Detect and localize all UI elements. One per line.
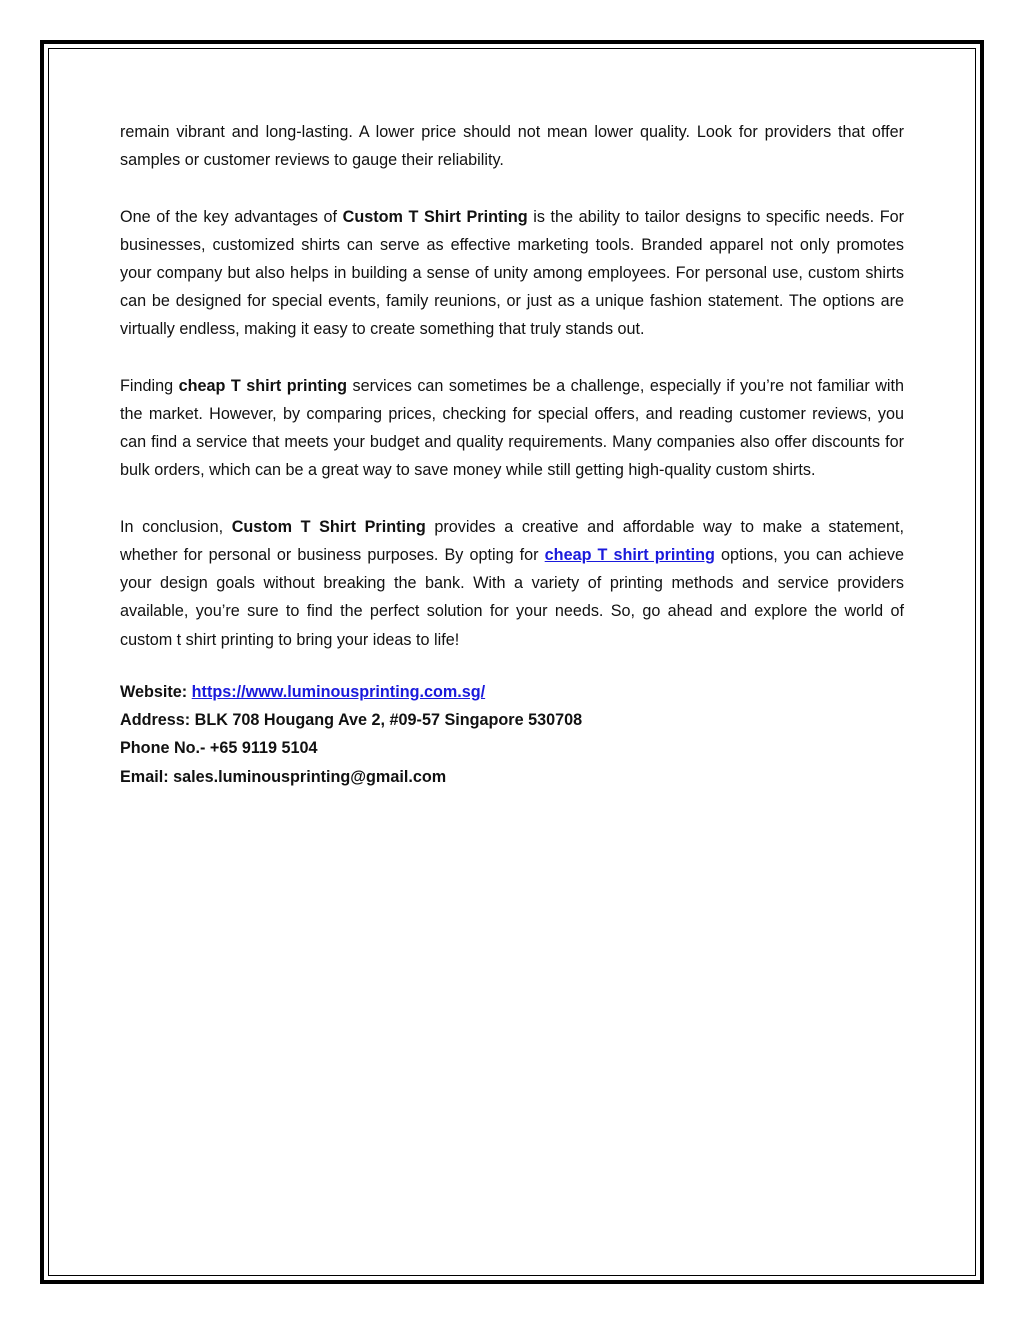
website-label: Website: (120, 683, 192, 701)
paragraph-conclusion (120, 513, 904, 654)
bold-keyword: cheap T shirt printing (178, 376, 347, 395)
paragraph-finding (120, 372, 904, 485)
website-link[interactable]: https://www.luminousprinting.com.sg/ (191, 683, 486, 701)
paragraph-text: One of the key advantages of (120, 207, 343, 226)
phone-line: Phone No.- +65 9119 5104 (120, 739, 318, 758)
address-line: Address: BLK 708 Hougang Ave 2, #09-57 Singapore 530708 (120, 711, 583, 730)
paragraph-text: provides a creative and affordable way to make a statement, whether for personal or business purposes. By opting for (120, 517, 905, 564)
email-line: Email: sales.luminousprinting@gmail.com (120, 767, 447, 786)
paragraph-text: remain vibrant and long-lasting. A lower price should not mean lower quality. Look for providers that offer samples or customer reviews to gauge their reliability. (120, 123, 904, 170)
paragraph-text: Finding (120, 376, 179, 395)
website-line (120, 678, 904, 706)
paragraph-text: services can sometimes be a challenge, especially if you’re not familiar with the market. However, by comparing prices, checking for special offers, and reading customer reviews, you can find a service that meets your budget and quality requirements. Many companies also offer discounts for bulk orders, which can be a great way to save money while still getting high-quality custom shirts. (120, 376, 904, 480)
paragraph-quality (120, 118, 904, 174)
paragraph-advantages (120, 203, 904, 344)
paragraph-text: options, you can achieve your design goals without breaking the bank. With a variety of printing methods and service providers available, you’re sure to find the perfect solution for your needs. So, go ahead and explore the world of custom t shirt printing to bring your ideas to life! (120, 546, 904, 649)
paragraph-text: is the ability to tailor designs to specific needs. For businesses, customized shirts can serve as effective marketing tools. Branded apparel not only promotes your company but also helps in building a sense of unity among employees. For personal use, custom shirts can be designed for special events, family reunions, or just as a unique fashion statement. The options are virtually endless, making it easy to create something that truly stands out. (120, 207, 905, 339)
bold-keyword: Custom T Shirt Printing (342, 207, 528, 226)
contact-block (120, 678, 904, 791)
cheap-tshirt-printing-link[interactable]: cheap T shirt printing (544, 546, 715, 564)
document-body (120, 118, 904, 791)
bold-keyword: Custom T Shirt Printing (231, 517, 426, 536)
paragraph-text: In conclusion, (120, 517, 232, 536)
